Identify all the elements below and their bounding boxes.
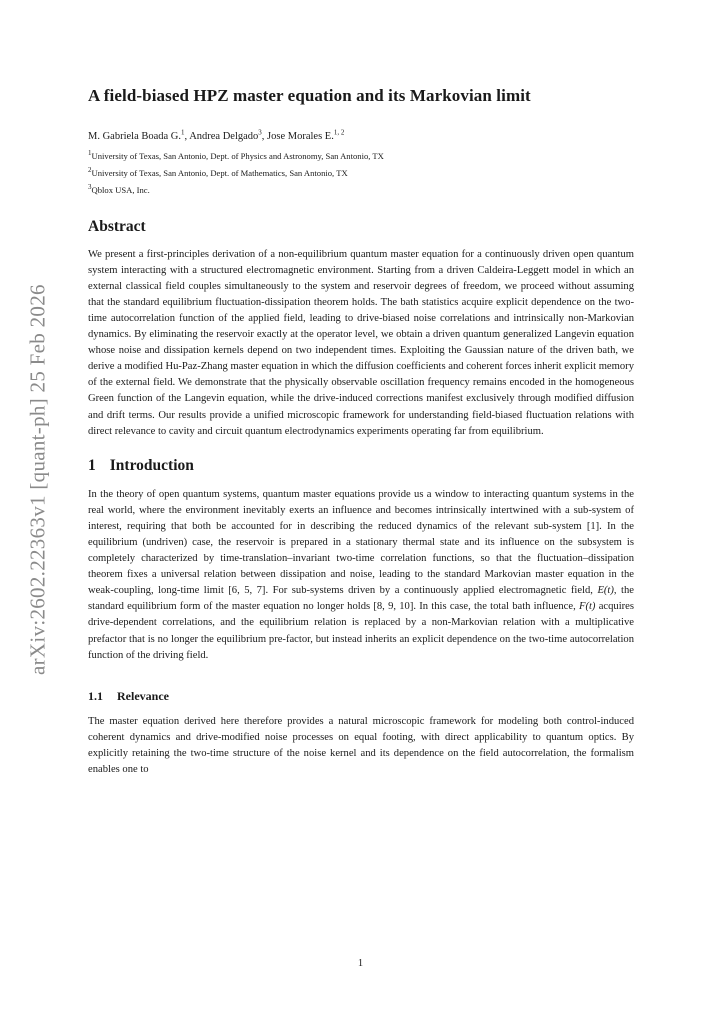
math-F: F(t): [578, 601, 596, 613]
author: M. Gabriela Boada G.$^1$,: [88, 128, 190, 142]
relevance-paragraph: The master equation derived here therefore provides a natural microscopic framework for modeling both control-induced coherent dynamics and drive-modified noise processes on equal footing, with direct applicability to quantum optics. By explicitly retaining the two-time structure of the noise kernel and its dependence on the field autocorrelation, the formalism enables one to: [88, 715, 634, 776]
affiliation: $^3$Qblox USA, Inc.: [88, 183, 150, 196]
affiliation: $^1$University of Texas, San Antonio, Dept. of Physics and Astronomy, San Antonio, TX: [88, 148, 384, 161]
affiliation: $^2$University of Texas, San Antonio, Dept. of Mathematics, San Antonio, TX: [88, 165, 348, 178]
abstract-text: We present a first-principles derivation of a non-equilibrium quantum master equation for a continuously driven open quantum system interacting with a structured electromagnetic environment. Starting from a driven Caldeira-Leggett model in which an external classical field couples simultaneously to the system and reservoir degrees of freedom, we proceed without assuming that the standard equilibrium fluctuation-dissipation theorem holds. The bath statistics acquire explicit dependence on the two-time autocorrelation function of the applied field, leading to drive-biased noise correlations and intrinsically non-Markovian dynamics. By eliminating the reservoir exactly at the operator level, we obtain a driven quantum generalized Langevin equation whose noise and dissipation kernels depend on two independent times. Exploiting the Gaussian nature of the driven bath, we derive a modified Hu-Paz-Zhang master equation in which the diffusion coefficients and coherent forces inherit explicit memory of the external field. We demonstrate that the physically observable oscillation frequency remains encoded in the homogeneous Green function of the Langevin equation, while the drive-induced corrections manifest exclusively through modified diffusion and drift terms. Our results provide a unified microscopic framework for understanding field-biased fluctuation relations with direct relevance to cavity and circuit quantum electrodynamics experiments operating far from equilibrium.: [88, 248, 634, 437]
page-number: 1: [357, 958, 364, 969]
author: Andrea Delgado$^3$,: [189, 128, 268, 142]
subsection-heading: 1.1 Relevance: [88, 688, 169, 703]
abstract-heading: Abstract: [88, 217, 146, 235]
section-heading: 1 Introduction: [88, 456, 194, 474]
author: Jose Morales E.$^{1, 2}$: [267, 128, 345, 142]
math-E: E(t): [597, 585, 614, 597]
introduction-paragraph: In the theory of open quantum systems, quantum master equations provide us a window to interacting quantum systems in the real world, where the environment inevitably exerts an influence and becomes intrinsically intertwined with a sub-system of interest, requiring that both be accounted for in describing the reduced dynamics of the relevant sub-system [1]. In the equilibrium (undriven) case, the reservoir is prepared in a stationary thermal state and its influence on the subsystem is completely characterized by time-translation–invariant two-time correlation functions, so that the fluctuation–dissipation theorem fixes a universal relation between dissipation and noise, leading to the standard Markovian master equation in the weak-coupling, long-time limit [6, 5, 7]. For sub-systems driven by a continuously applied electromagnetic field, E(t), the standard equilibrium form of the master equation no longer holds [8, 9, 10]. In this case, the total bath influence, F(t) acquires drive-dependent correlations, and the equilibrium relation is replaced by a non-Markovian relation with a multiplicative prefactor that is no longer the equilibrium pre-factor, but instead inherits an explicit dependence on the two-time autocorrelation function of the driving field.: [88, 488, 634, 661]
paper-page: [88, 86, 634, 778]
author-list: [88, 128, 634, 142]
arxiv-stamp: arXiv:2602.22363v1 [quant-ph] 25 Feb 2026: [25, 284, 50, 676]
paper-title: A field-biased HPZ master equation and its Markovian limit: [88, 86, 531, 105]
